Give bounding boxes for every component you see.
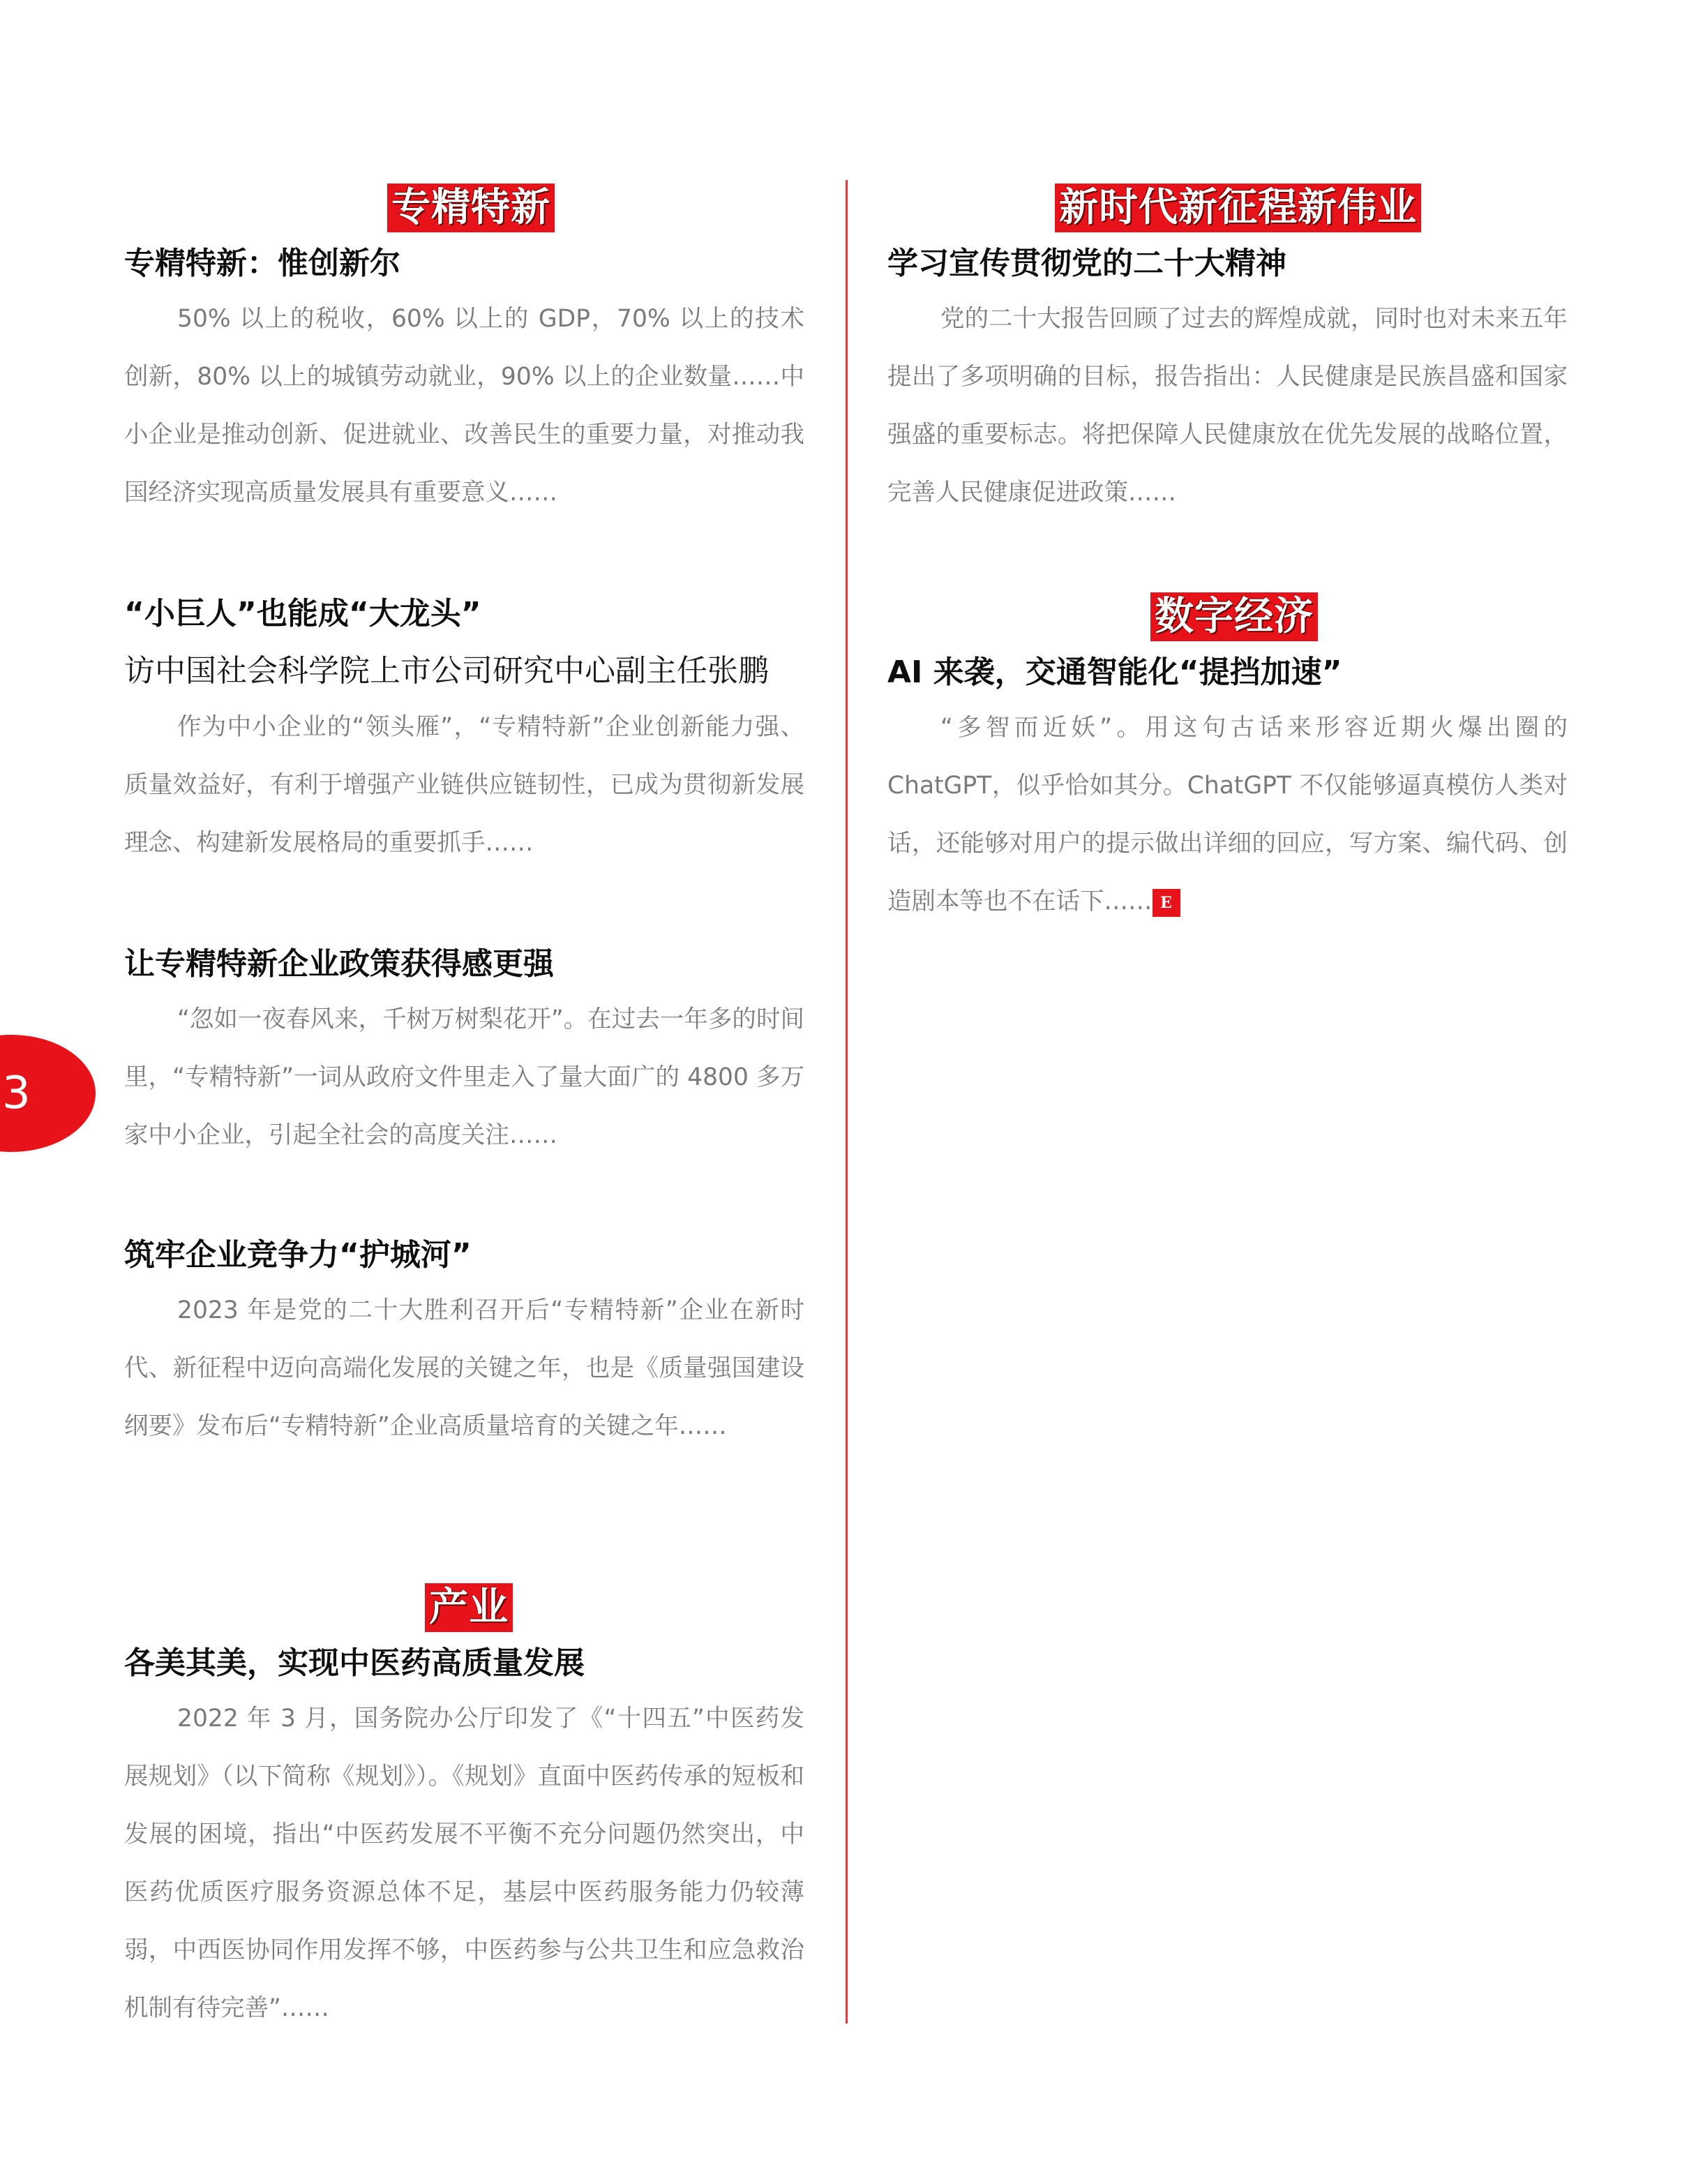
column-divider [846, 180, 848, 2024]
article-title[interactable]: 让专精特新企业政策获得感更强 [124, 946, 554, 982]
article-title[interactable]: “小巨人”也能成“大龙头” [124, 596, 481, 631]
page-number-badge [0, 1035, 96, 1152]
article-body: 50% 以上的税收，60% 以上的 GDP，70% 以上的技术创新，80% 以上的城镇劳动就业，90% 以上的企业数量……中小企业是推动创新、促进就业、改善民生的重要力量，对推动我国经济实现高质量发展具有重要意义…… [124, 305, 804, 507]
section-tag-xinshidai: 新时代新征程新伟业 [1055, 184, 1421, 232]
article-body: “忽如一夜春风来，千树万树梨花开”。在过去一年多的时间里，“专精特新”一词从政府文件里走入了量大面广的 4800 多万家中小企业，引起全社会的高度关注…… [124, 1005, 804, 1149]
page-number: 3 [2, 1068, 31, 1119]
article-subtitle: 访中国社会科学院上市公司研究中心副主任张鹏 [124, 653, 769, 689]
article-title[interactable]: 各美其美，实现中医药高质量发展 [124, 1645, 585, 1681]
e-economy-logo-icon: E [1153, 889, 1180, 917]
article-body-with-mark [887, 699, 1568, 931]
article-body: 作为中小企业的“领头雁”，“专精特新”企业创新能力强、质量效益好，有利于增强产业链供应链韧性，已成为贯彻新发展理念、构建新发展格局的重要抓手…… [124, 713, 804, 857]
article-body: 党的二十大报告回顾了过去的辉煌成就，同时也对未来五年提出了多项明确的目标，报告指出：人民健康是民族昌盛和国家强盛的重要标志。将把保障人民健康放在优先发展的战略位置，完善人民健康促进政策…… [887, 305, 1568, 507]
section-tag-chanye: 产业 [425, 1583, 513, 1632]
article-title[interactable]: AI 来袭，交通智能化“提挡加速” [887, 655, 1342, 690]
section-tag-shuzijingji: 数字经济 [1150, 592, 1318, 641]
section-tag-zhuanjingtexin: 专精特新 [387, 184, 555, 232]
article-title[interactable]: 学习宣传贯彻党的二十大精神 [887, 246, 1286, 281]
article-body: “多智而近妖”。用这句古话来形容近期火爆出圈的 ChatGPT，似乎恰如其分。ChatGPT 不仅能够逼真模仿人类对话，还能够对用户的提示做出详细的回应，写方案、编代码、创造剧本等也不在话下…… [887, 714, 1568, 915]
article-body: 2022 年 3 月，国务院办公厅印发了《“十四五”中医药发展规划》（以下简称《规划》）。《规划》直面中医药传承的短板和发展的困境，指出“中医药发展不平衡不充分问题仍然突出，中医药优质医疗服务资源总体不足，基层中医药服务能力仍较薄弱，中西医协同作用发挥不够，中医药参与公共卫生和应急救治机制有待完善”…… [124, 1705, 804, 2022]
article-title[interactable]: 筑牢企业竞争力“护城河” [124, 1237, 472, 1273]
article-body: 2023 年是党的二十大胜利召开后“专精特新”企业在新时代、新征程中迈向高端化发展的关键之年，也是《质量强国建设纲要》发布后“专精特新”企业高质量培育的关键之年…… [124, 1296, 804, 1440]
article-title[interactable]: 专精特新：惟创新尔 [124, 246, 400, 281]
